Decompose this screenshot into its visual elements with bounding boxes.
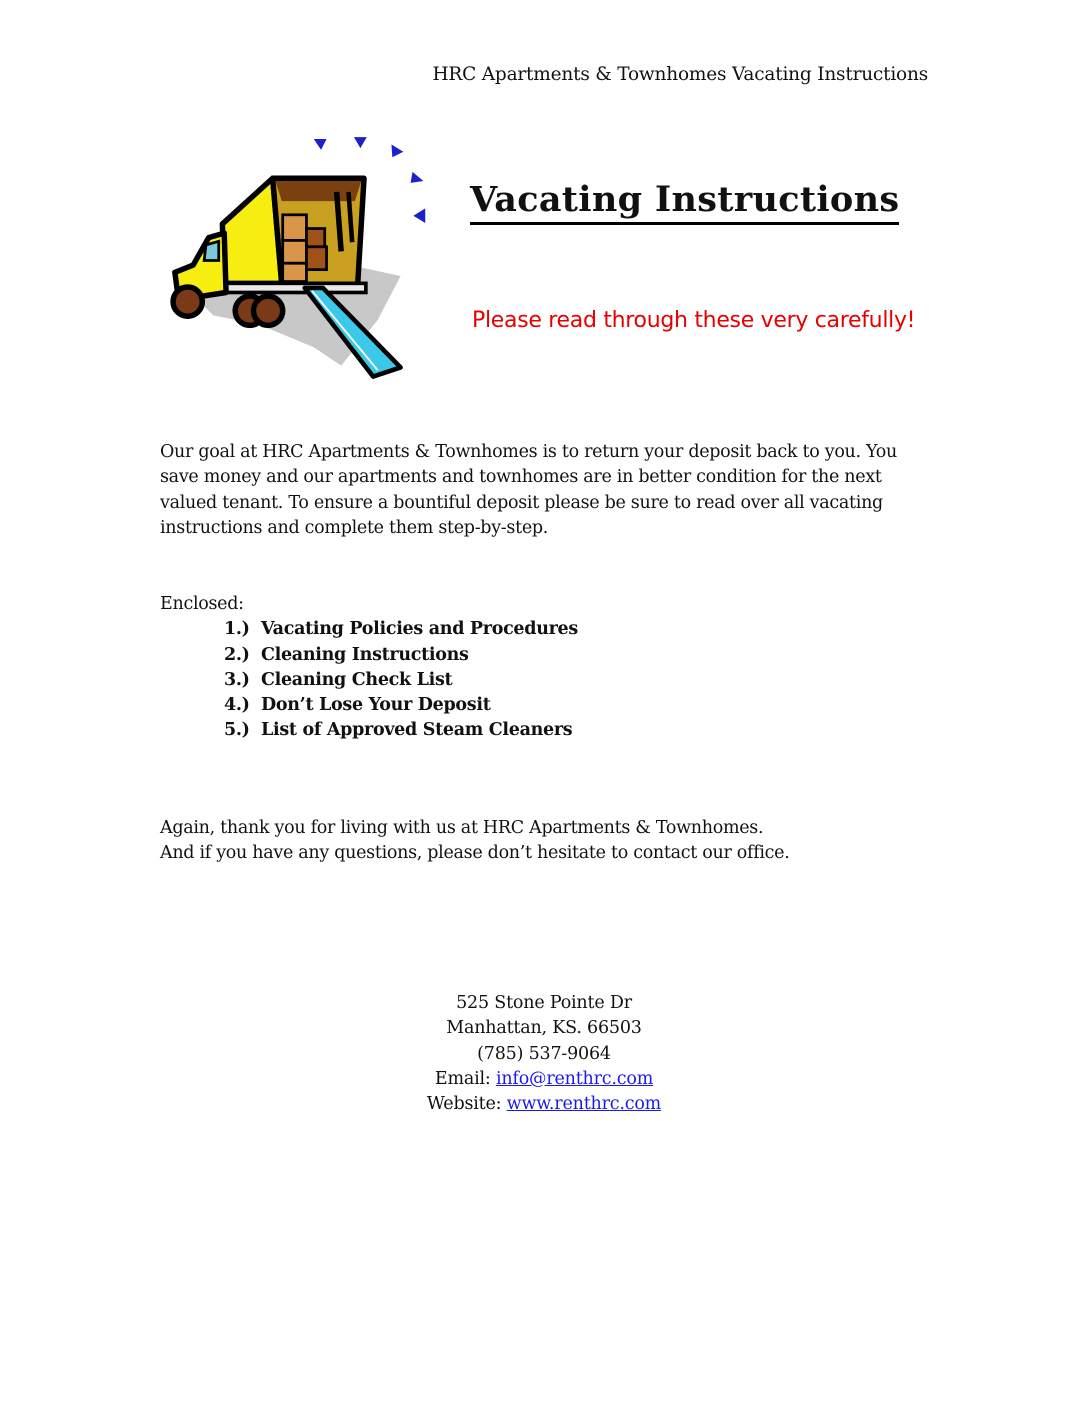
contact-street: 525 Stone Pointe Dr	[456, 993, 632, 1013]
enclosed-section	[160, 592, 578, 744]
intro-paragraph: Our goal at HRC Apartments & Townhomes is to return your deposit back to you. You save money and our apartments and townhomes are in better condition for the next valued tenant. To ensure a bountiful deposit please be sure to read over all vacating instructions and complete them step-by-step.	[160, 442, 897, 538]
moving-truck-illustration	[158, 128, 433, 393]
contact-email-row	[344, 1067, 744, 1092]
list-item-number: 4.)	[224, 695, 250, 716]
contact-city: Manhattan, KS. 66503	[446, 1018, 642, 1039]
website-label: Website:	[426, 1094, 507, 1115]
running-header: HRC Apartments & Townhomes Vacating Instructions	[432, 64, 928, 85]
list-item-text: Vacating Policies and Procedures	[261, 619, 578, 640]
closing-section	[160, 816, 790, 867]
list-item	[224, 718, 578, 743]
enclosed-label: Enclosed:	[160, 594, 244, 614]
list-item	[224, 693, 578, 718]
contact-phone: (785) 537-9064	[477, 1043, 611, 1064]
document-title: Vacating Instructions	[470, 180, 899, 225]
list-item	[224, 643, 578, 668]
intro-section	[160, 440, 940, 541]
website-link[interactable]: www.renthrc.com	[506, 1094, 662, 1115]
contact-block	[344, 991, 744, 1117]
list-item-text: Cleaning Instructions	[261, 644, 469, 665]
closing-line-1: Again, thank you for living with us at HRC Apartments & Townhomes.	[160, 818, 764, 838]
list-item-text: Cleaning Check List	[261, 669, 453, 690]
list-item-number: 2.)	[224, 644, 250, 665]
list-item-number: 3.)	[224, 669, 250, 690]
list-item-number: 1.)	[224, 619, 250, 640]
contact-website-row	[344, 1092, 744, 1117]
enclosed-list	[160, 617, 578, 743]
list-item-text: List of Approved Steam Cleaners	[261, 720, 573, 741]
email-label: Email:	[434, 1068, 496, 1089]
list-item-text: Don’t Lose Your Deposit	[261, 695, 491, 716]
list-item-number: 5.)	[224, 720, 250, 741]
list-item	[224, 617, 578, 642]
list-item	[224, 668, 578, 693]
warning-subtitle: Please read through these very carefully!	[472, 308, 916, 333]
closing-line-2: And if you have any questions, please don’t hesitate to contact our office.	[160, 843, 790, 864]
email-link[interactable]: info@renthrc.com	[495, 1068, 654, 1089]
